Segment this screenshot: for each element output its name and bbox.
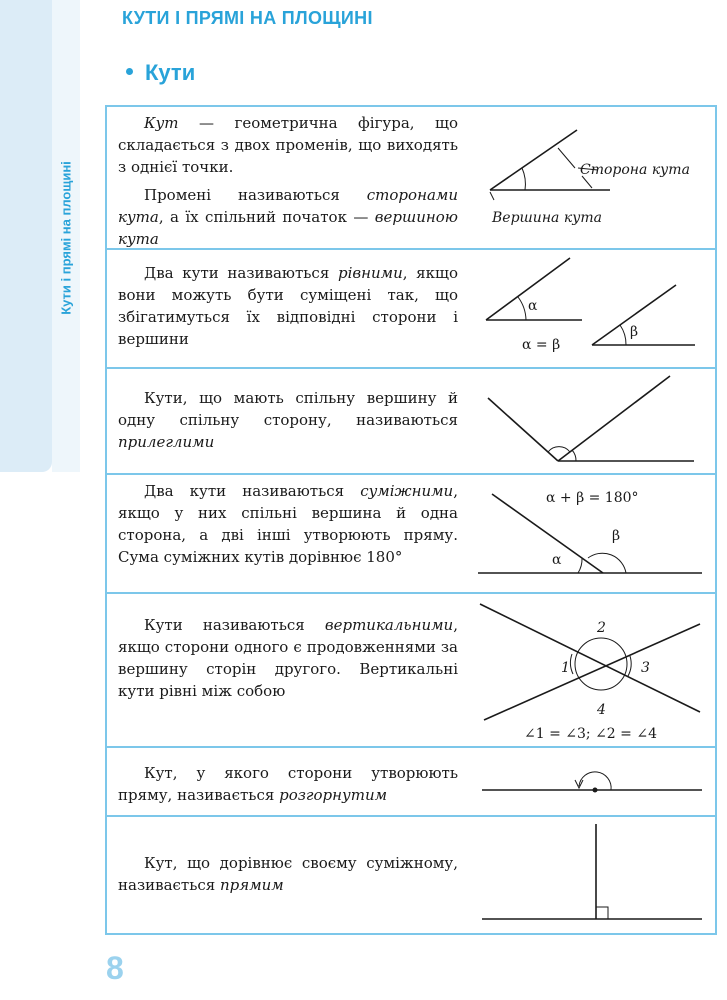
- page-number: 8: [106, 950, 124, 986]
- sum-label: α + β = 180°: [546, 490, 639, 506]
- alpha-label: α: [552, 552, 562, 568]
- angle-1-label: 1: [561, 660, 570, 676]
- row-divider: [105, 815, 717, 817]
- supplementary-angles-figure: [470, 478, 710, 590]
- right-angle-figure: [470, 820, 710, 930]
- vertical-equality-label: ∠1 = ∠3; ∠2 = ∠4: [524, 726, 657, 742]
- definition-right-angle: [118, 852, 458, 902]
- angle-3-label: 3: [641, 660, 650, 676]
- beta-label: β: [630, 324, 639, 340]
- term-angle: Кут: [144, 114, 179, 132]
- vertex-label: Вершина кута: [492, 210, 602, 226]
- definition-text: Кут, що дорівнює своєму суміжному, називається: [118, 854, 458, 894]
- row-divider: [105, 473, 717, 475]
- definition-adjacent-angles: [118, 387, 458, 459]
- definition-text: , якщо вони можуть бути суміщені так, що збігатимуться їх відповідні сторони і вершини: [118, 264, 458, 348]
- term-vertical: вертикальними: [324, 616, 454, 634]
- term-right: прямим: [220, 876, 284, 894]
- definition-straight-angle: [118, 762, 458, 812]
- definition-text: Кути називаються: [144, 616, 325, 634]
- alpha-label: α: [528, 298, 538, 314]
- definition-equal-angles: [118, 262, 458, 356]
- subsection-title-text: Кути: [145, 60, 196, 85]
- vertical-angles-figure: [470, 596, 710, 744]
- row-divider: [105, 592, 717, 594]
- straight-angle-figure: [470, 750, 710, 810]
- definition-text: Два кути називаються: [144, 264, 338, 282]
- term-adjacent: прилеглими: [118, 433, 215, 451]
- bullet-icon: [126, 68, 133, 75]
- row-divider: [105, 367, 717, 369]
- definition-vertical-angles: [118, 614, 458, 708]
- term-sides: сторонами кута: [118, 186, 458, 226]
- definition-angle: [118, 112, 458, 256]
- equal-angles-figure: [470, 250, 710, 365]
- term-equal: рівними: [337, 264, 403, 282]
- definition-text: , а їх спільний початок —: [158, 208, 375, 226]
- term-straight: розгорнутим: [279, 786, 388, 804]
- term-vertex: вершиною кута: [118, 208, 458, 248]
- section-title: КУТИ І ПРЯМІ НА ПЛОЩИНІ: [122, 8, 373, 28]
- row-divider: [105, 746, 717, 748]
- angle-2-label: 2: [597, 620, 606, 636]
- term-supplementary: суміжними: [360, 482, 454, 500]
- definition-supplementary-angles: [118, 480, 458, 574]
- definition-text: , якщо сторони одного є продовженнями за вершину сторін другого. Вертикальні кути рівні між собою: [118, 616, 458, 700]
- equality-label: α = β: [522, 337, 561, 353]
- beta-label: β: [612, 528, 621, 544]
- definition-text: — геометрична фігура, що складається з двох променів, що виходять з однієї точки.: [118, 114, 458, 176]
- angle-4-label: 4: [597, 702, 606, 718]
- adjacent-angles-figure: [470, 370, 710, 470]
- definition-text: Кут, у якого сторони утворюють пряму, називається: [118, 764, 458, 804]
- definition-text: Кути, що мають спільну вершину й одну спільну сторону, називаються: [118, 389, 458, 429]
- definition-text: , якщо у них спільні вершина й одна сторона, а дві інші утворюють пряму. Сума суміжних кутів дорівнює 180°: [118, 482, 458, 566]
- subsection-title: [126, 60, 195, 86]
- side-tab: [0, 0, 52, 472]
- definition-text: Промені називаються: [144, 186, 367, 204]
- side-chapter-label: Кути і прямі на площині: [58, 161, 74, 315]
- side-label: Сторона кута: [580, 162, 690, 178]
- definition-text: Два кути називаються: [144, 482, 361, 500]
- angle-figure: [470, 110, 710, 240]
